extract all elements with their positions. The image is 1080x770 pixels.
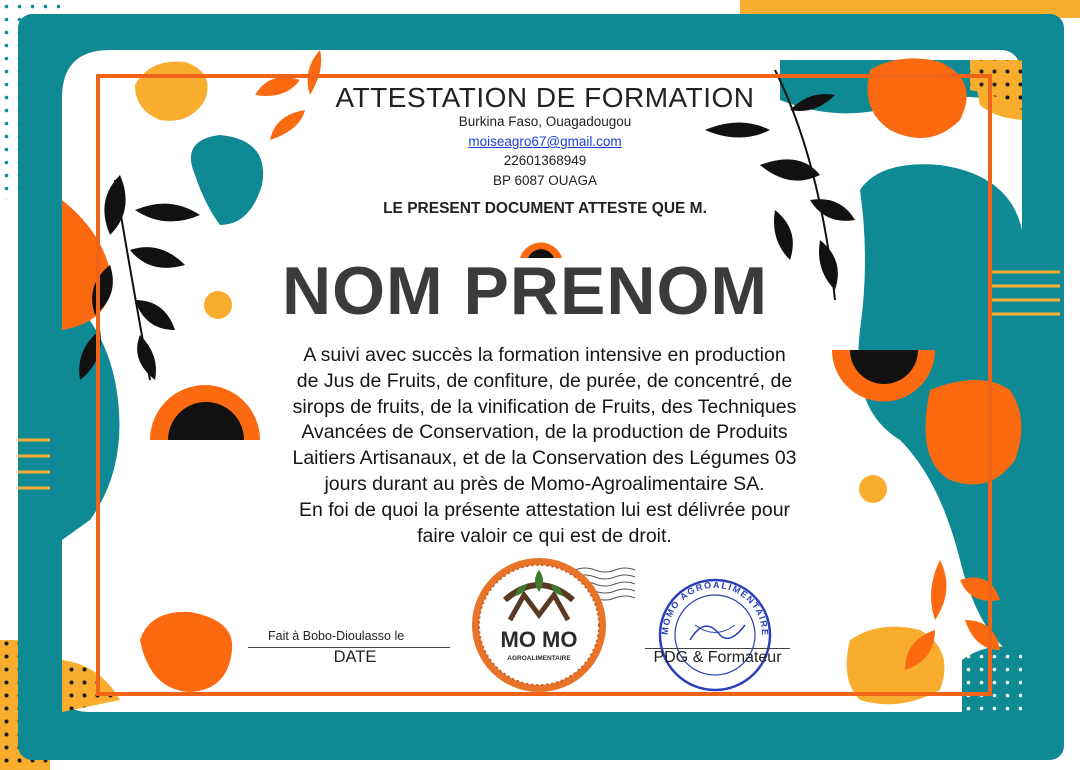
signatory-role: PDG & Formateur [653,649,782,666]
body-line: Avancées de Conservation, de la production de Produits [301,421,788,444]
body-line: Laitiers Artisanaux, et de la Conservation des Légumes 03 [292,447,797,470]
body-line: En foi de quoi la présente attestation lui est délivrée pour [298,498,791,521]
certificate-title: ATTESTATION DE FORMATION [335,82,755,113]
postal-text: BP 6087 OUAGA [492,173,598,188]
place-text: Fait à Bobo-Dioulasso le [268,629,405,643]
date-label: DATE [333,648,377,666]
body-line: de Jus de Fruits, de confiture, de purée, de concentré, de [296,369,793,392]
intro-text: LE PRESENT DOCUMENT ATTESTE QUE M. [383,200,707,217]
body-line: faire valoir ce qui est de droit. [417,524,672,547]
logo-brand: MO MO [500,627,578,652]
company-logo [472,558,606,692]
email-link[interactable]: moiseagro67@gmail.com [468,134,622,149]
yellow-dot-right [859,475,887,503]
phone-text: 22601368949 [503,153,587,168]
body-line: sirops de fruits, de la vinification de Fruits, des Techniques [292,395,797,418]
location-text: Burkina Faso, Ouagadougou [458,114,632,129]
orange-blob-right [926,380,1022,485]
yellow-dot-left [204,291,232,319]
stamp-ring-text: MOMO AGROALIMENTAIRE [659,579,771,637]
logo-subtitle: AGROALIMENTAIRE [507,655,571,662]
body-line: jours durant au près de Momo-Agroalimentaire SA. [324,472,765,495]
certificate-body [252,343,837,549]
body-line: A suivi avec succès la formation intensive en production [303,344,786,366]
recipient-name: NOM PRENOM [282,253,768,329]
